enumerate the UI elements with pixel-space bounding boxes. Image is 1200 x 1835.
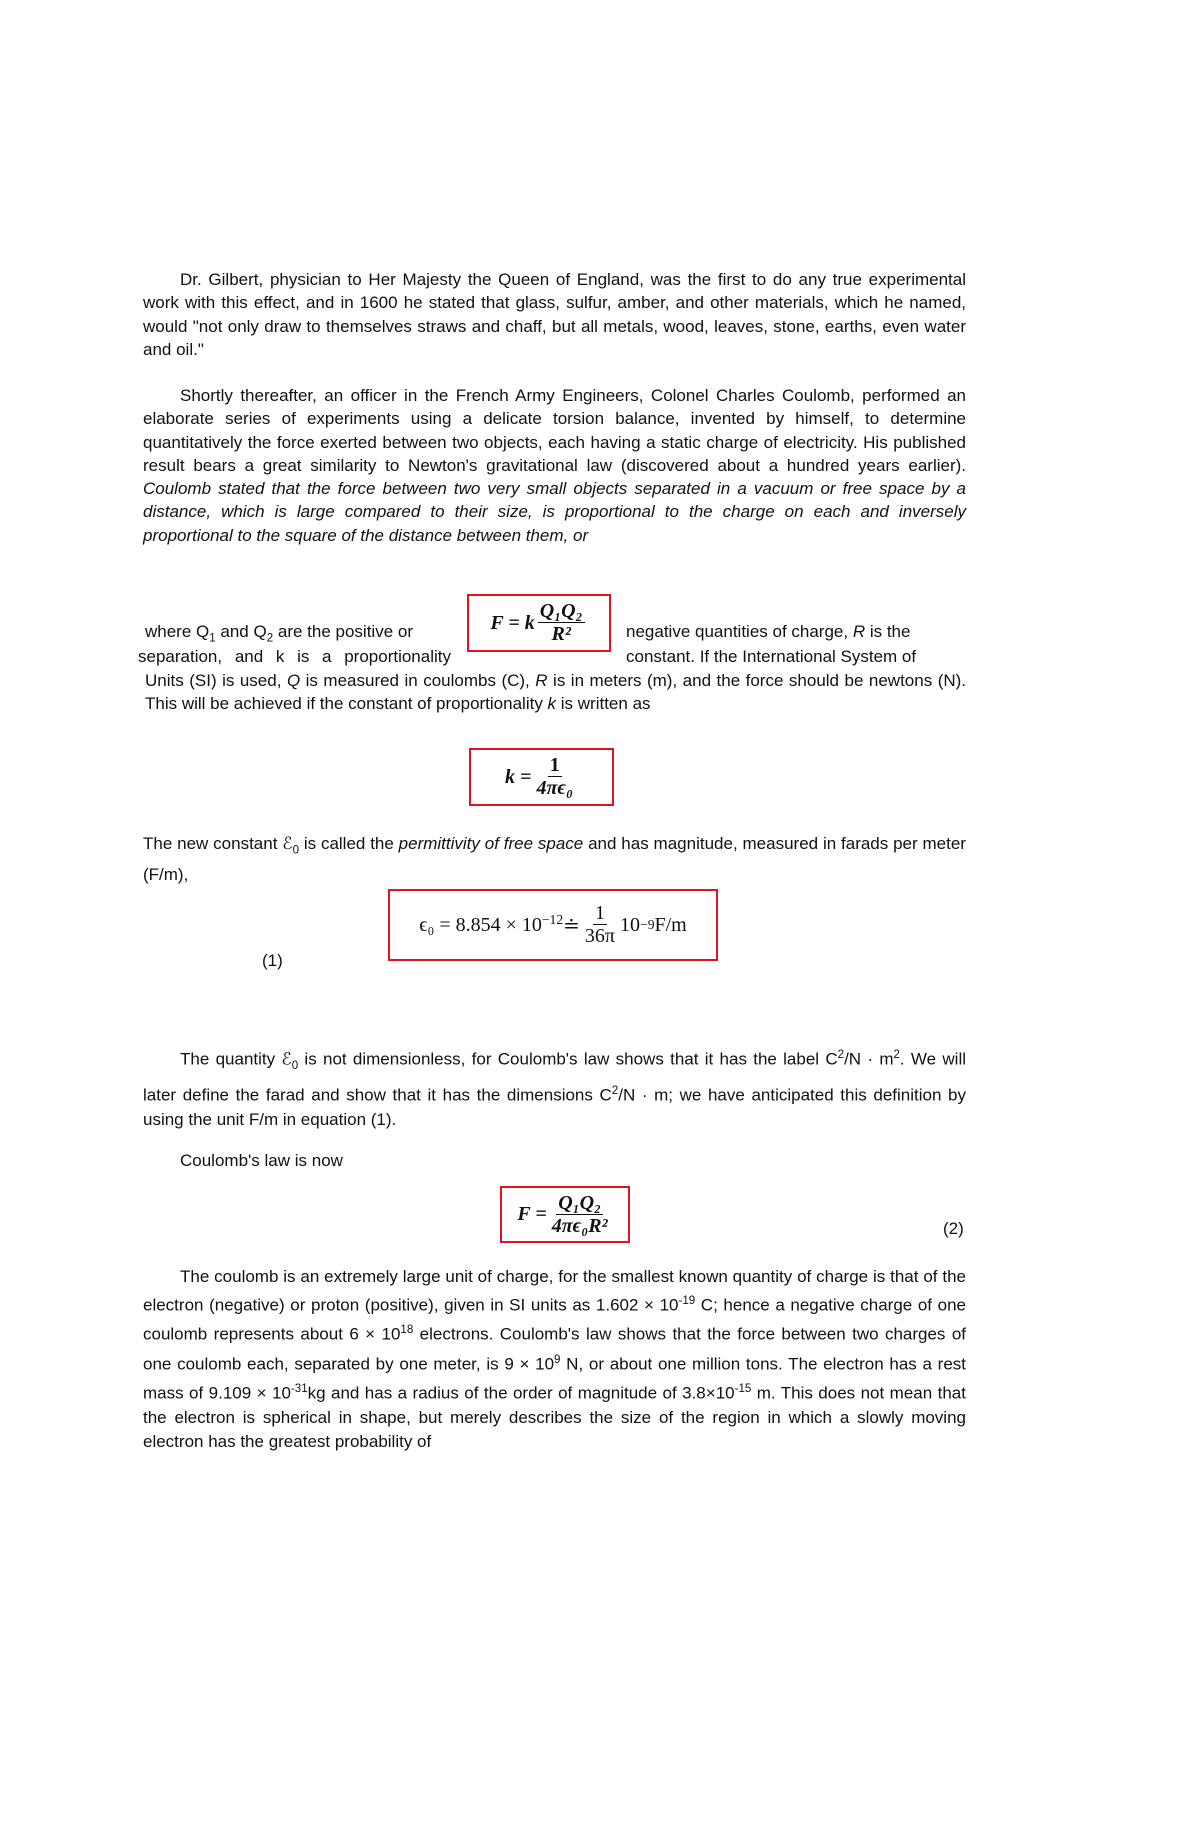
- paragraph-coulomb-unit: [143, 1265, 966, 1454]
- symbol-epsilon: ℰ: [282, 834, 293, 853]
- dim-text-c: /N · m: [844, 1049, 894, 1069]
- symbol-R: R: [852, 622, 866, 641]
- eq1-unit: F/m: [654, 913, 687, 936]
- text-left-line1-c: are the positive or: [273, 622, 413, 641]
- exponent-minus15: -15: [734, 1382, 752, 1395]
- symbol-epsilon-2: ℰ: [281, 1049, 292, 1069]
- si-text-d: is written as: [556, 694, 651, 714]
- unit-text-d: N, or about one million tons. The electron has a rest mass of 9.109 × 10: [143, 1354, 966, 1403]
- eq1-fraction: [583, 903, 617, 947]
- permittivity-text-b: is called the: [298, 834, 399, 853]
- si-text-b: is measured in coulombs (C),: [300, 671, 536, 690]
- eq2-lhs: F =: [517, 1203, 547, 1225]
- eq2-denominator: 4πϵ₀R²: [551, 1214, 608, 1237]
- unit-text-f: m. This does not mean that the electron is spherical in shape, but merely describes the size of the region in which a slowly moving electron has the greatest probability of: [143, 1383, 966, 1452]
- formula-coulomb-law: [467, 594, 611, 652]
- exponent-18: 18: [400, 1324, 414, 1337]
- eq1-numerator: 1: [594, 902, 605, 924]
- equation-number-1: (1): [262, 951, 283, 970]
- text-left-line1-a: where Q: [145, 622, 210, 641]
- subscript-1: 1: [209, 632, 216, 645]
- eq1-exponent: −12: [541, 912, 564, 927]
- exponent-9: 9: [554, 1353, 561, 1366]
- eq1-approx: ≐: [563, 914, 580, 937]
- text-left-line1-b: and Q: [215, 622, 267, 641]
- coulomb-statement: Coulomb stated that the force between two very small objects separated in a vacuum or free space by a distance, which is large compared to their size, is proportional to the charge on each and inversely proportional to the square of the distance between them, or: [143, 479, 966, 545]
- unit-text-e: kg and has a radius of the order of magnitude of 3.8×10: [307, 1383, 735, 1403]
- eq1-rhs: 10: [620, 913, 641, 936]
- formula-k-numerator: 1: [549, 754, 560, 776]
- unit-text-a: The coulomb is an extremely large unit of charge, for the smallest known quantity of charge is that of the electron (negative) or proton (positive), given in SI units as 1.602 × 10: [143, 1267, 966, 1316]
- eq2-numerator: Q₁Q₂: [558, 1191, 602, 1214]
- dim-text-e: /N · m; we have anticipated this definition by using the unit F/m in equation (1).: [143, 1085, 966, 1129]
- symbol-Q: Q: [286, 671, 301, 690]
- formula-fraction: [538, 601, 585, 645]
- text-right-line1: [626, 620, 910, 644]
- formula-denominator: R²: [551, 623, 571, 645]
- exponent-minus19: -19: [678, 1295, 696, 1308]
- formula-k-denominator: 4πϵ₀: [536, 777, 573, 799]
- formula-epsilon0: [388, 889, 718, 961]
- equation-number-2: (2): [943, 1219, 964, 1238]
- formula-numerator: Q₁Q₂: [539, 600, 583, 622]
- paragraph-permittivity: [143, 832, 966, 886]
- eq1-lhs: ϵ₀ = 8.854 × 10: [419, 913, 542, 936]
- formula-k: [469, 748, 614, 806]
- eq1-denominator: 36π: [584, 925, 616, 947]
- superscript-2b: 2: [893, 1049, 900, 1061]
- symbol-R-2: R: [535, 671, 548, 690]
- unit-text-b: C; hence a negative charge of one coulomb represents about 6 × 10: [143, 1296, 966, 1345]
- text-right-line2: constant. If the International System of: [626, 647, 917, 666]
- paragraph-dimensions: [143, 1043, 966, 1132]
- paragraph-coulomb-text: Shortly thereafter, an officer in the French Army Engineers, Colonel Charles Coulomb, performed an elaborate series of experiments using a delicate torsion balance, invented by himself, to determine quantitatively the force exerted between two objects, each having a static charge of electricity. His published result bears a great similarity to Newton's gravitational law (discovered about a hundred years earlier).: [143, 386, 966, 475]
- superscript-2c: 2: [611, 1084, 619, 1097]
- dim-text-d: . We will later define the farad and show that it has the dimensions C: [143, 1049, 967, 1105]
- text-right-line1-b: is the: [865, 622, 911, 641]
- exponent-minus31: -31: [290, 1382, 308, 1395]
- text-right-line1-a: negative quantities of charge,: [626, 622, 853, 641]
- formula-k-fraction: [534, 755, 575, 799]
- formula-lhs: F = k: [490, 611, 535, 634]
- subscript-2: 2: [266, 632, 274, 645]
- paragraph-coulomb: [143, 384, 966, 547]
- si-text-a: Units (SI) is used,: [145, 671, 287, 690]
- subscript-0: 0: [292, 844, 299, 857]
- formula-k-lhs: k =: [505, 765, 532, 788]
- si-text-c: is in meters (m), and the force should be newtons (N). This will be achieved if the constant of proportionality: [145, 671, 967, 714]
- eq2-fraction: [550, 1193, 610, 1237]
- dim-text-b: is not dimensionless, for Coulomb's law shows that it has the label C: [298, 1049, 838, 1069]
- eq1-rhs-exponent: −9: [640, 917, 655, 932]
- unit-text-c: electrons. Coulomb's law shows that the force between two charges of one coulomb each, separated by one meter, is 9 × 10: [143, 1325, 967, 1374]
- symbol-k: k: [547, 694, 557, 714]
- formula-coulomb-law-full: [500, 1186, 630, 1243]
- subscript-0-2: 0: [291, 1060, 299, 1073]
- superscript-2a: 2: [837, 1049, 845, 1061]
- permittivity-text-c: and has magnitude, measured in farads per meter (F/m),: [143, 834, 966, 884]
- permittivity-term: permittivity of free space: [398, 834, 584, 853]
- paragraph-si-units: [145, 669, 966, 716]
- paragraph-gilbert: Dr. Gilbert, physician to Her Majesty the Queen of England, was the first to do any true experimental work with this effect, and in 1600 he stated that glass, sulfur, amber, and other materials, which he named, would "not only draw to themselves straws and chaff, but all metals, wood, leaves, stone, earths, even water and oil.": [143, 270, 966, 359]
- dim-text-a: The quantity: [180, 1049, 282, 1069]
- text-left-line2: separation, and k is a proportionality: [138, 647, 451, 666]
- paragraph-coulombs-law-now: Coulomb's law is now: [180, 1151, 343, 1170]
- permittivity-text-a: The new constant: [143, 834, 283, 853]
